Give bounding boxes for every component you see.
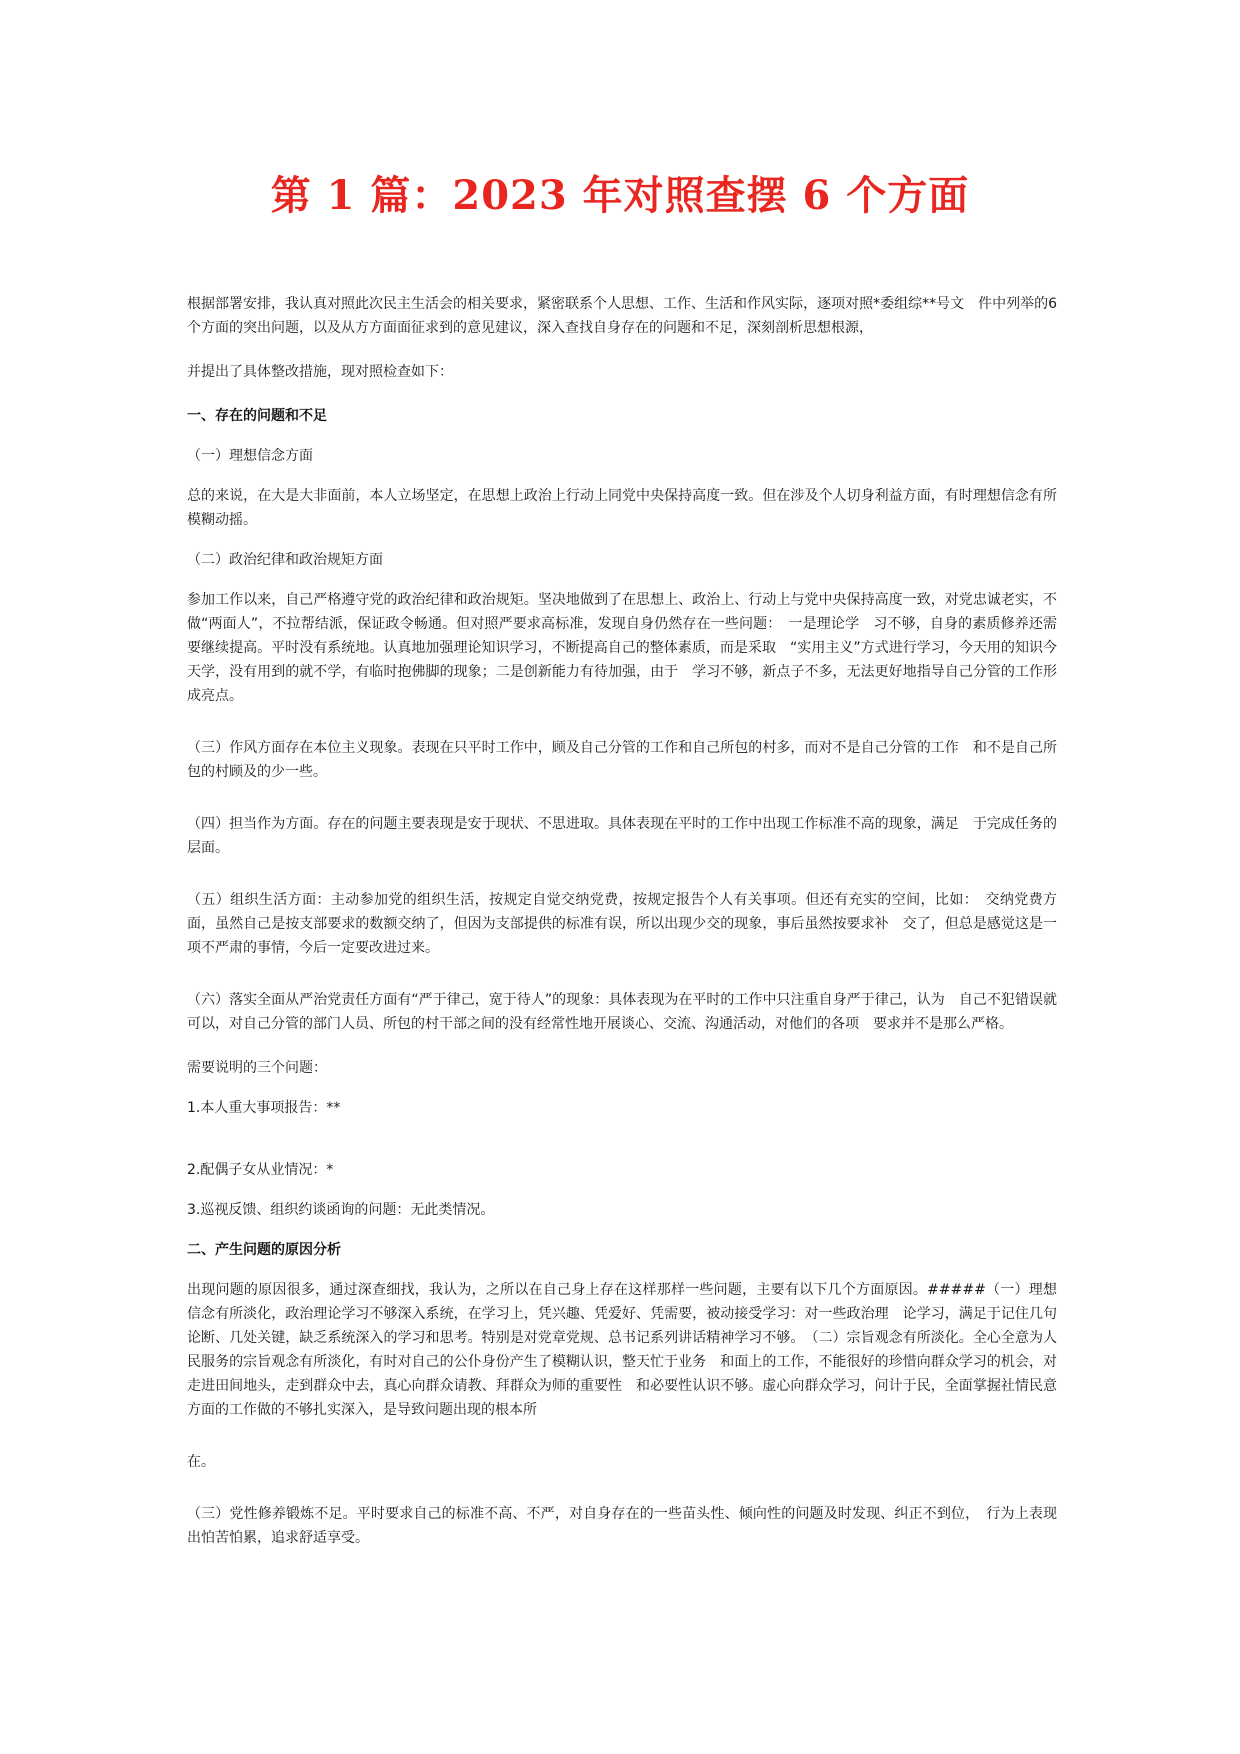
subheading-ideals: （一）理想信念方面 (187, 448, 313, 464)
list-item-family-employment: 2.配偶子女从业情况：* (187, 1162, 334, 1178)
list-item-inspection-feedback: 3.巡视反馈、组织约谈函询的问题：无此类情况。 (187, 1202, 495, 1218)
list-item-major-matters: 1.本人重大事项报告：** (187, 1100, 341, 1116)
paragraph-causes-end: 在。 (187, 1454, 215, 1470)
document-body (187, 292, 1057, 1550)
document-title: 第 1 篇：2023 年对照查摆 6 个方面 (270, 172, 970, 219)
paragraph-ideals: 总的来说，在大是大非面前，本人立场坚定，在思想上政治上行动上同党中央保持高度一致。但在涉及个人切身利益方面，有时理想信念有所模糊动摇。 (187, 488, 1057, 528)
paragraph-organization-life: （五）组织生活方面：主动参加党的组织生活，按规定自觉交纳党费，按规定报告个人有关事项。但还有充实的空间，比如： 交纳党费方面，虽然自己是按支部要求的数额交纳了，但因为支部提供的标准有误，所以出现少交的现象，事后虽然按要求补 交了，但总是感觉这是一项不严肃的事情，今后一定要改进过来。 (187, 892, 1057, 956)
paragraph-party-spirit: （三）党性修养锻炼不足。平时要求自己的标准不高、不严，对自身存在的一些苗头性、倾向性的问题及时发现、纠正不到位， 行为上表现出怕苦怕累，追求舒适享受。 (187, 1506, 1057, 1546)
paragraph-three-issues: 需要说明的三个问题： (187, 1060, 327, 1076)
subheading-discipline: （二）政治纪律和政治规矩方面 (187, 552, 383, 568)
intro-paragraph-2: 并提出了具体整改措施，现对照检查如下： (187, 364, 453, 380)
paragraph-causes: 出现问题的原因很多，通过深查细找，我认为，之所以在自己身上存在这样那样一些问题，主要有以下几个方面原因。#####（一）理想信念有所淡化，政治理论学习不够深入系统，在学习上，凭兴趣、凭爱好、凭需要，被动接受学习：对一些政治理 论学习，满足于记住几句论断、几处关键，缺乏系统深入的学习和思考。特别是对党章党规、总书记系列讲话精神学习不够。 （二）宗旨观念有所淡化。全心全意为人民服务的宗旨观念有所淡化，有时对自己的公仆身份产生了模糊认识，整天忙于业务 和面上的工作，不能很好的珍惜向群众学习的机会，对走进田间地头，走到群众中去，真心向群众请教、拜群众为师的重要性 和必要性认识不够。虚心向群众学习，问计于民，全面掌握社情民意方面的工作做的不够扎实深入，是导致问题出现的根本所 (187, 1282, 1057, 1418)
paragraph-responsibility: （四）担当作为方面。存在的问题主要表现是安于现状、不思进取。具体表现在平时的工作中出现工作标准不高的现象，满足 于完成任务的层面。 (187, 816, 1057, 856)
paragraph-work-style: （三）作风方面存在本位主义现象。表现在只平时工作中，顾及自己分管的工作和自己所包的村多，而对不是自己分管的工作 和不是自己所包的村顾及的少一些。 (187, 740, 1057, 780)
paragraph-party-governance: （六）落实全面从严治党责任方面有“严于律己，宽于待人”的现象：具体表现为在平时的工作中只注重自身严于律己，认为 自己不犯错误就可以，对自己分管的部门人员、所包的村干部之间的没有经常性地开展谈心、交流、沟通活动，对他们的各项 要求并不是那么严格。 (187, 992, 1057, 1032)
section-heading-causes: 二、产生问题的原因分析 (187, 1242, 341, 1258)
paragraph-discipline: 参加工作以来，自己严格遵守党的政治纪律和政治规矩。坚决地做到了在思想上、政治上、行动上与党中央保持高度一致，对党忠诚老实，不做“两面人”，不拉帮结派，保证政令畅通。但对照严要求高标准，发现自身仍然存在一些问题： 一是理论学 习不够，自身的素质修养还需要继续提高。平时没有系统地。认真地加强理论知识学习，不断提高自己的整体素质，而是采取 “实用主义”方式进行学习，今天用的知识今天学，没有用到的就不学，有临时抱佛脚的现象；二是创新能力有待加强，由于 学习不够，新点子不多，无法更好地指导自己分管的工作形成亮点。 (187, 592, 1057, 704)
section-heading-problems: 一、存在的问题和不足 (187, 408, 327, 424)
intro-paragraph: 根据部署安排，我认真对照此次民主生活会的相关要求，紧密联系个人思想、工作、生活和作风实际，逐项对照*委组综**号文 件中列举的6个方面的突出问题，以及从方方面面征求到的意见建议，深入查找自身存在的问题和不足，深刻剖析思想根源， (187, 296, 1057, 336)
